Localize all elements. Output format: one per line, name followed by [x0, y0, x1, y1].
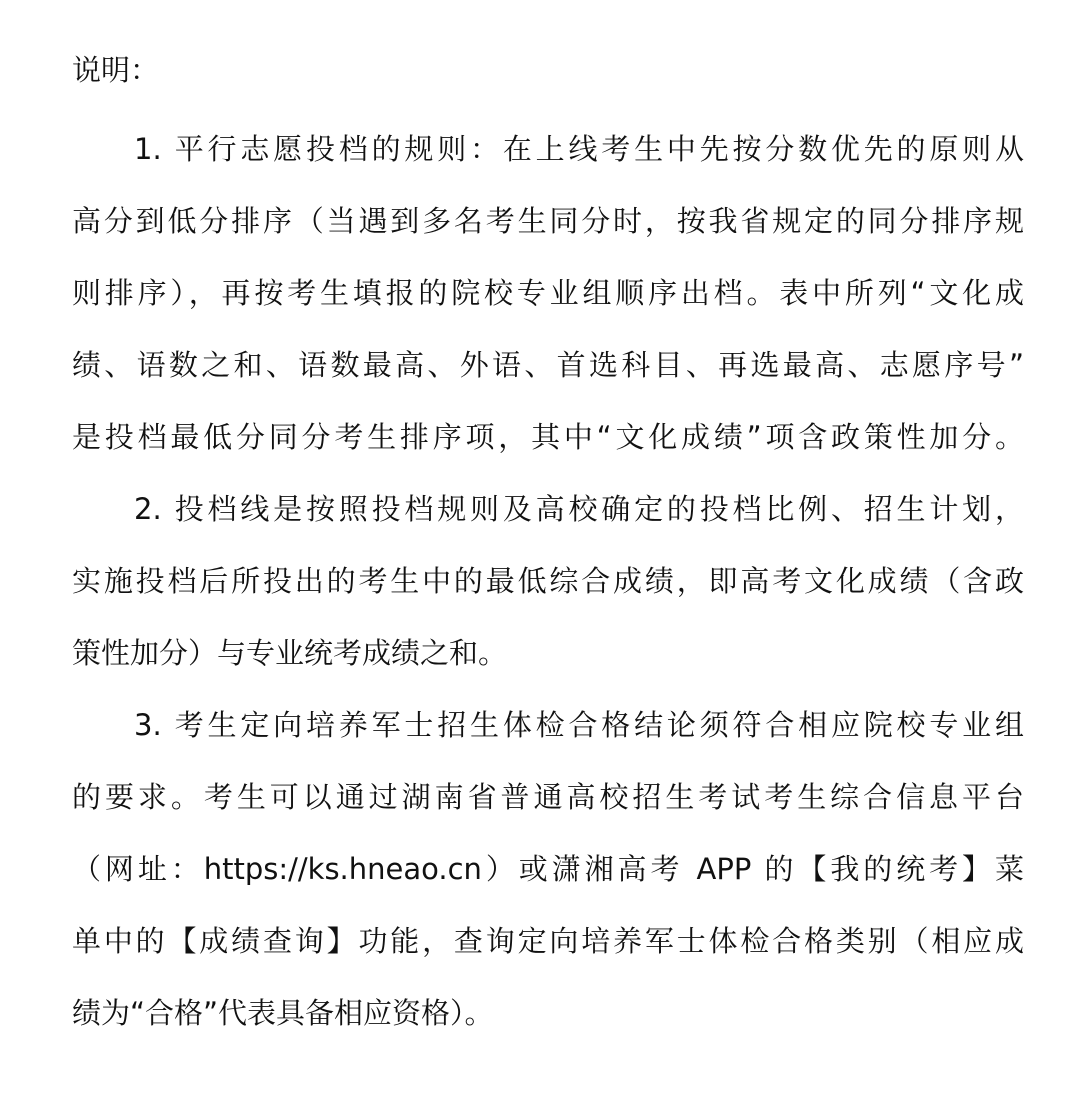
document-heading: 说明：: [72, 53, 160, 87]
paragraph-line: （网址：https://ks.hneao.cn）或潇湘高考 APP 的【我的统考】菜: [72, 852, 1024, 886]
paragraph-line: 2. 投档线是按照投档规则及高校确定的投档比例、招生计划，: [134, 492, 1024, 526]
paragraph-line: 高分到低分排序（当遇到多名考生同分时，按我省规定的同分排序规: [72, 204, 1024, 238]
paragraph-line: 则排序），再按考生填报的院校专业组顺序出档。表中所列“文化成: [72, 276, 1024, 310]
paragraph-line: 绩、语数之和、语数最高、外语、首选科目、再选最高、志愿序号”: [72, 348, 1024, 382]
paragraph-line: 实施投档后所投出的考生中的最低综合成绩，即高考文化成绩（含政: [72, 564, 1024, 598]
paragraph-2: [72, 473, 1024, 689]
paragraph-1: [72, 113, 1024, 473]
paragraph-line: 策性加分）与专业统考成绩之和。: [72, 636, 508, 670]
paragraph-line: 的要求。考生可以通过湖南省普通高校招生考试考生综合信息平台: [72, 780, 1024, 814]
paragraph-line: 3. 考生定向培养军士招生体检合格结论须符合相应院校专业组: [134, 708, 1024, 742]
paragraph-line: 1. 平行志愿投档的规则：在上线考生中先按分数优先的原则从: [134, 132, 1024, 166]
document-body: [72, 46, 1024, 1049]
paragraph-line: 单中的【成绩查询】功能，查询定向培养军士体检合格类别（相应成: [72, 924, 1024, 958]
paragraph-line: 绩为“合格”代表具备相应资格）。: [72, 996, 494, 1030]
paragraph-3: [72, 689, 1024, 1049]
paragraph-line: 是投档最低分同分考生排序项，其中“文化成绩”项含政策性加分。: [72, 420, 1024, 454]
